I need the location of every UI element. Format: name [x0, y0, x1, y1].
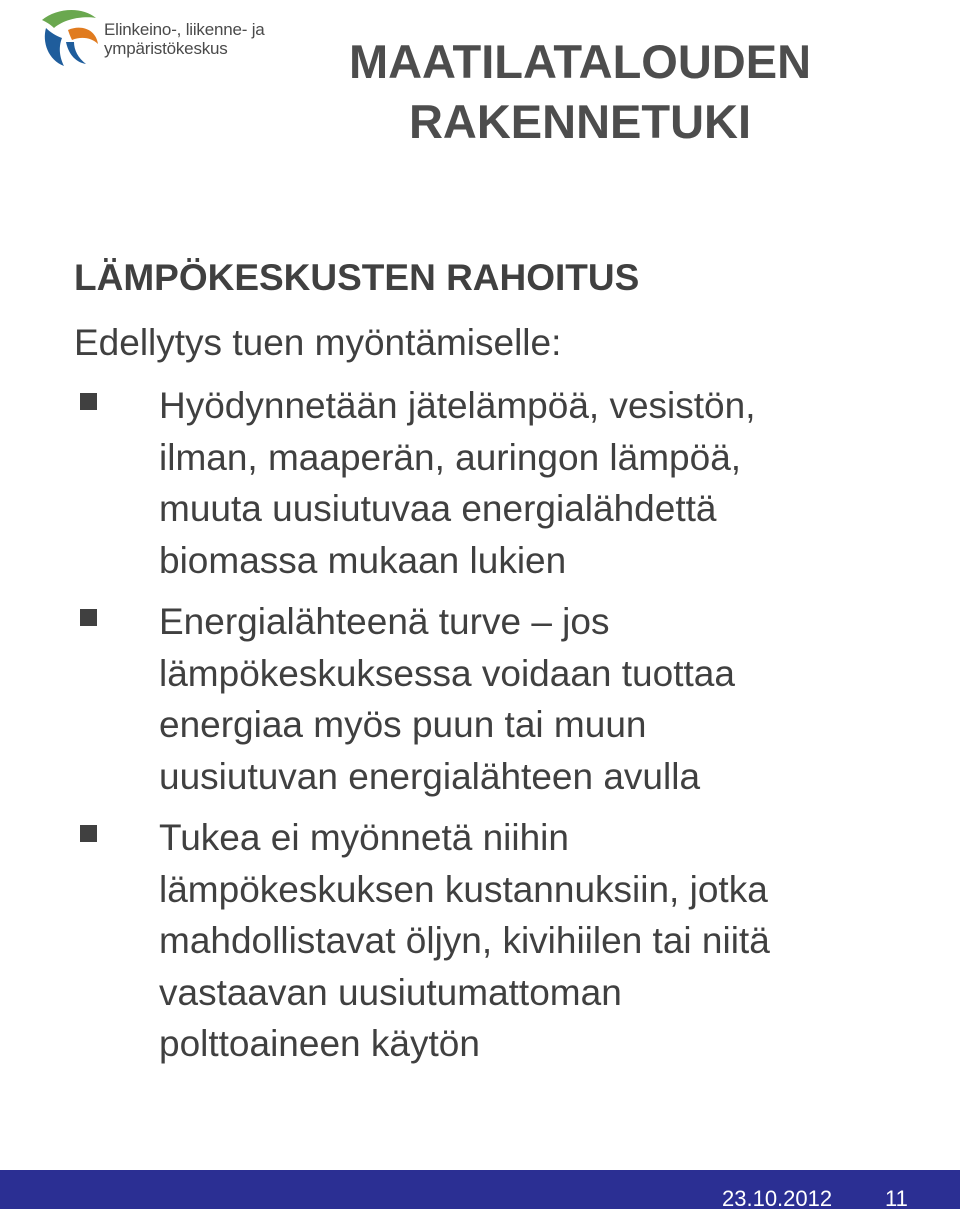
slide-title	[300, 32, 860, 152]
logo-line-2: ympäristökeskus	[104, 39, 228, 58]
section-heading: LÄMPÖKESKUSTEN RAHOITUS	[74, 257, 640, 298]
square-bullet-icon	[80, 825, 97, 842]
intro-text: Edellytys tuen myöntämiselle:	[74, 322, 562, 363]
logo-line-1: Elinkeino-, liikenne- ja	[104, 20, 265, 39]
list-item	[0, 812, 919, 1070]
bullet-line: Energialähteenä turve – jos	[159, 601, 610, 642]
bullet-line: lämpökeskuksessa voidaan tuottaa	[159, 652, 735, 694]
bullet-line: Tukea ei myönnetä niihin	[159, 817, 569, 858]
bullet-line: muuta uusiutuvaa energialähdettä	[159, 488, 717, 529]
list-item	[0, 596, 919, 802]
page-number: 11	[885, 1186, 908, 1211]
ely-leaf-logo-icon	[38, 6, 102, 68]
bullet-line: ilman, maaperän, auringon lämpöä,	[159, 436, 742, 478]
square-bullet-icon	[80, 609, 97, 626]
bullet-line: Hyödynnetään jätelämpöä, vesistön,	[159, 385, 756, 426]
bullet-line: mahdollistavat öljyn, kivihiilen tai niitä	[159, 920, 770, 961]
bullet-line: energiaa myös puun tai muun	[159, 704, 647, 745]
bullet-list	[0, 380, 960, 1070]
bullet-line: lämpökeskuksen kustannuksiin, jotka	[159, 868, 768, 910]
slide-title-line-1: MAATILATALOUDEN	[348, 35, 812, 88]
footer-bar	[0, 1170, 960, 1209]
bullet-line: biomassa mukaan lukien	[159, 539, 567, 581]
square-bullet-icon	[80, 393, 97, 410]
footer-date: 23.10.2012	[722, 1186, 833, 1211]
logo-text	[104, 20, 265, 58]
bullet-line: uusiutuvan energialähteen avulla	[159, 755, 701, 797]
list-item	[0, 380, 919, 586]
ely-logo	[38, 6, 278, 68]
bullet-line: polttoaineen käytön	[159, 1023, 480, 1064]
slide-title-line-2: RAKENNETUKI	[408, 95, 752, 148]
bullet-line: vastaavan uusiutumattoman	[159, 971, 622, 1013]
